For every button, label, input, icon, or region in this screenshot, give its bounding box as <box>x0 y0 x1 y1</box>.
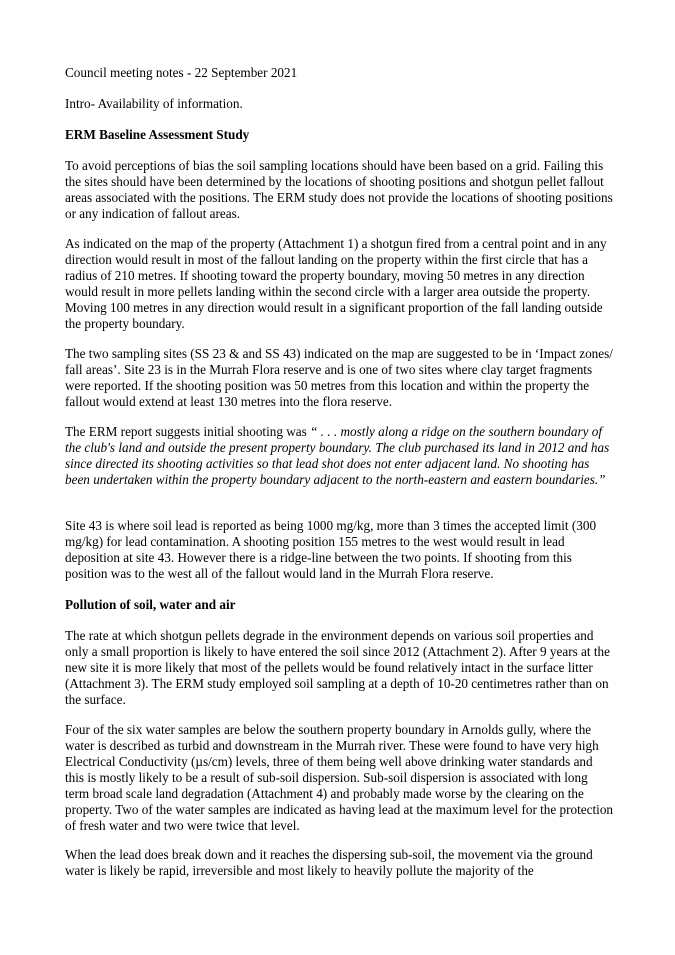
section-heading-erm: ERM Baseline Assessment Study <box>65 127 250 142</box>
paragraph-site-43: Site 43 is where soil lead is reported as being 1000 mg/kg, more than 3 times the accepted limit (300 mg/kg) for lead contamination. A shooting position 155 metres to the west would result in lead deposition at site 43. However there is a ridge-line between the two points. If shooting from this position was to the west all of the fallout would land in the Murrah Flora reserve. <box>65 518 597 581</box>
paragraph-bias: To avoid perceptions of bias the soil sampling locations should have been based on a grid. Failing this the sites should have been determined by the locations of shooting positions and shotgun pellet fallout areas associated with the positions. The ERM study does not provide the locations of shooting positions or any indication of fallout areas. <box>65 158 613 221</box>
paragraph-shotgun-fallout: As indicated on the map of the property (Attachment 1) a shotgun fired from a central point and in any direction would result in most of the fallout landing on the property within the first circle that has a radius of 210 metres. If shooting toward the property boundary, moving 50 metres in any direction would result in more pellets landing within the second circle with a larger area outside the property. Moving 100 metres in any direction would result in a significant proportion of the fall landing outside the property boundary. <box>65 236 607 331</box>
meeting-title: Council meeting notes - 22 September 2021 <box>65 65 298 80</box>
intro-line: Intro- Availability of information. <box>65 96 243 111</box>
paragraph-water-samples: Four of the six water samples are below the southern property boundary in Arnolds gully, where the water is described as turbid and downstream in the Murrah river. These were found to have very high Electrical Conductivity (µs/cm) levels, three of them being well above drinking water standards and this is mostly likely to be a result of sub-soil dispersion. Sub-soil dispersion is associated with long term broad scale land degradation (Attachment 4) and probably made worse by the clearing on the property. Two of the water samples are indicated as having lead at the maximum level for the protection of fresh water and two were twice that level. <box>65 722 614 833</box>
paragraph-sampling-sites: The two sampling sites (SS 23 & and SS 43) indicated on the map are suggested to be in ‘Impact zones/ fall areas’. Site 23 is in the Murrah Flora reserve and is one of two sites where clay target fragments were reported. If the shooting position was 50 metres from this location and within the property the fallout would extend at least 130 metres into the flora reserve. <box>65 346 613 409</box>
erm-report-intro: The ERM report suggests initial shooting was <box>65 424 311 439</box>
paragraph-erm-report <box>65 424 613 488</box>
paragraph-pellet-degradation: The rate at which shotgun pellets degrade in the environment depends on various soil properties and only a small proportion is likely to have entered the soil since 2012 (Attachment 2). After 9 years at the new site it is more likely that most of the pellets would be found relatively intact in the surface litter (Attachment 3). The ERM study employed soil sampling at a depth of 10-20 centimetres rather than on the surface. <box>65 628 610 707</box>
paragraph-lead-breakdown: When the lead does break down and it reaches the dispersing sub-soil, the movement via the ground water is likely be rapid, irreversible and most likely to heavily pollute the majority of the <box>65 847 593 878</box>
erm-report-quote: “ . . . mostly along a ridge on the southern boundary of the club's land and outside the present property boundary. The club purchased its land in 2012 and has since directed its shooting activities so that lead shot does not enter adjacent land. No shooting has been undertaken within the property boundary adjacent to the north-eastern and eastern boundaries.” <box>65 424 610 487</box>
section-heading-pollution: Pollution of soil, water and air <box>65 597 236 612</box>
